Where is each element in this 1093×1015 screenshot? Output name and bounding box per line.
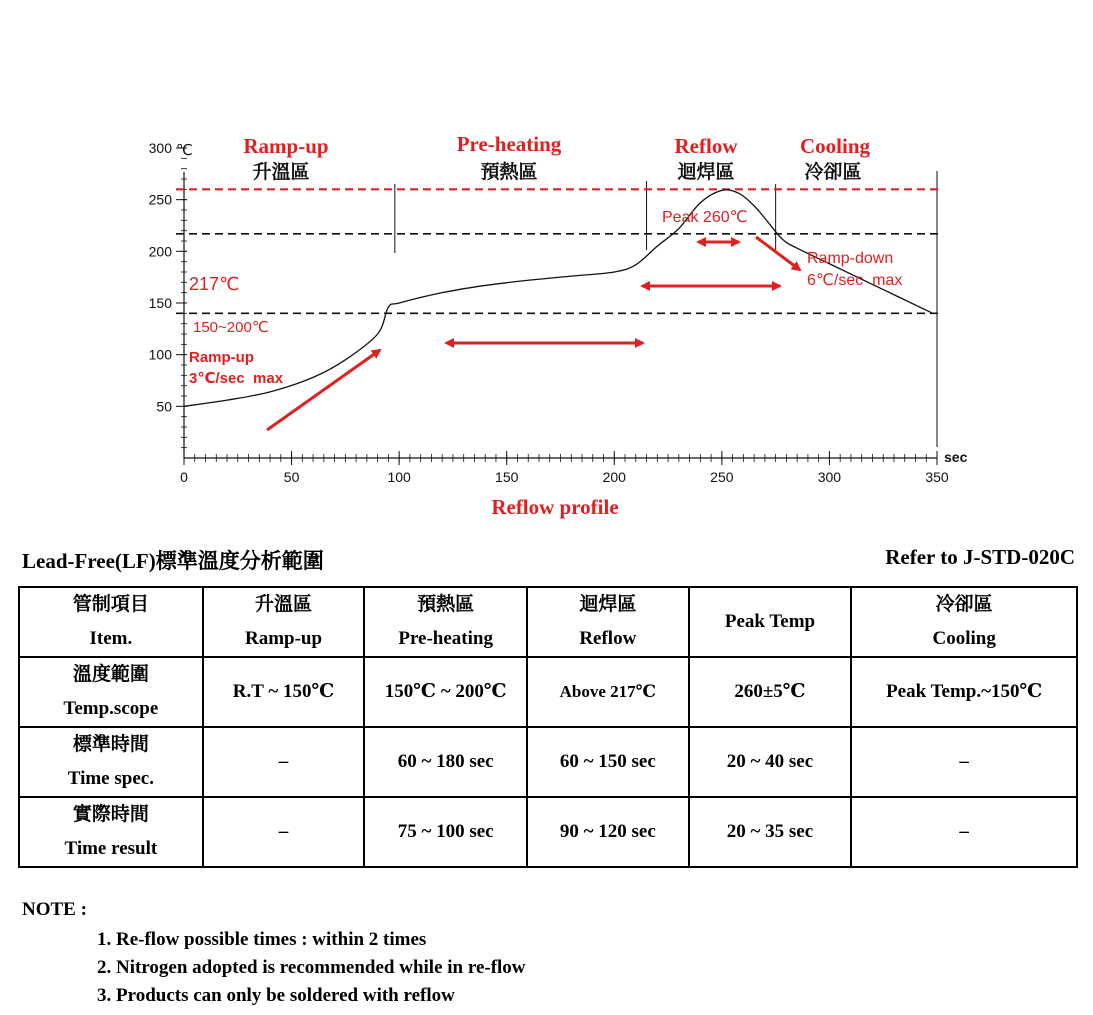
ramp-up-rate-label: 3℃/sec max	[189, 370, 284, 387]
y-tick-label: 200	[148, 243, 172, 260]
header-reflow	[527, 587, 689, 657]
chart-title: Reflow profile	[491, 495, 619, 519]
note-item: 3. Products can only be soldered with reflow	[97, 985, 455, 1006]
x-tick-label: 350	[925, 469, 949, 485]
temperature-curve	[184, 190, 933, 407]
y-tick-label: 150	[148, 295, 172, 311]
table-row	[19, 727, 1077, 797]
table-cell: –	[203, 727, 365, 797]
y-tick-label: 50	[156, 398, 172, 415]
note-item: 2. Nitrogen adopted is recommended while in re-flow	[97, 957, 526, 978]
header-reflow-en: Reflow	[579, 628, 637, 649]
table-cell: –	[203, 797, 365, 867]
table-cell: 150℃ ~ 200℃	[364, 657, 527, 727]
table-cell: –	[851, 797, 1077, 867]
note-item: 1. Re-flow possible times : within 2 times	[97, 929, 427, 950]
x-tick-label: 50	[283, 469, 300, 485]
zone-zh-0: 升溫區	[252, 162, 310, 183]
row-label	[19, 657, 203, 727]
x-tick-label: 0	[180, 469, 188, 485]
notes-title: NOTE :	[22, 899, 87, 920]
header-pre-heating-zh: 預熱區	[417, 594, 475, 615]
x-tick-label: 300	[817, 469, 842, 485]
row-label-zh: 溫度範圍	[72, 664, 149, 685]
ramp-down-label: Ramp-down	[807, 250, 894, 267]
liquidus-label: 217℃	[189, 274, 240, 294]
axes	[184, 172, 937, 458]
header-reflow-zh: 迴焊區	[579, 594, 637, 615]
y-tick-label: 300	[148, 140, 172, 156]
header-ramp-up-en: Ramp-up	[244, 628, 323, 649]
peak-label: Peak 260℃	[662, 209, 748, 226]
row-label-zh: 標準時間	[72, 734, 149, 755]
x-tick-label: 100	[387, 469, 411, 485]
header-ramp-up	[203, 587, 365, 657]
ramp-up-arrow	[267, 350, 380, 430]
axis-ticks	[149, 140, 949, 485]
ramp-down-arrow	[756, 237, 800, 270]
header-cooling-en: Cooling	[932, 628, 996, 649]
header-item-en: Item.	[89, 628, 133, 649]
table-row	[19, 797, 1077, 867]
table-cell: Above 217℃	[527, 657, 689, 727]
y-tick-label: 250	[148, 191, 172, 208]
table-cell: 260±5℃	[689, 657, 852, 727]
x-tick-label: 150	[495, 469, 519, 485]
zone-en-0: Ramp-up	[243, 134, 329, 158]
spec-table	[18, 586, 1078, 868]
preheat-range-label: 150~200℃	[193, 319, 269, 336]
row-label-en: Time result	[64, 838, 158, 859]
y-axis-unit: ℃	[176, 142, 193, 159]
y-tick-label: 100	[148, 346, 172, 363]
table-title: Lead-Free(LF)標準溫度分析範圍	[22, 549, 324, 573]
header-peak-temp-en: Peak Temp	[724, 611, 816, 632]
table-row	[19, 657, 1077, 727]
table-cell: 20 ~ 35 sec	[689, 797, 852, 867]
ramp-up-label: Ramp-up	[189, 349, 254, 366]
x-tick-label: 250	[710, 469, 734, 485]
header-item	[19, 587, 203, 657]
header-pre-heating-en: Pre-heating	[398, 628, 493, 649]
header-cooling-zh: 冷卻區	[935, 594, 993, 615]
table-cell: –	[851, 727, 1077, 797]
header-item-zh: 管制項目	[72, 594, 149, 615]
table-reference: Refer to J-STD-020C	[885, 545, 1075, 569]
table-cell: 60 ~ 150 sec	[527, 727, 689, 797]
table-cell: Peak Temp.~150℃	[851, 657, 1077, 727]
header-cooling	[851, 587, 1077, 657]
table-cell: 60 ~ 180 sec	[364, 727, 527, 797]
row-label	[19, 797, 203, 867]
zone-zh-2: 迴焊區	[677, 162, 735, 183]
row-label	[19, 727, 203, 797]
zone-zh-3: 冷卻區	[804, 162, 862, 183]
x-tick-label: 200	[602, 469, 626, 485]
ramp-down-rate-label: 6℃/sec max	[807, 272, 903, 289]
header-pre-heating	[364, 587, 527, 657]
table-cell: R.T ~ 150℃	[203, 657, 365, 727]
zone-en-2: Reflow	[674, 134, 738, 158]
header-peak-temp	[689, 587, 852, 657]
row-label-zh: 實際時間	[72, 804, 149, 825]
notes	[22, 898, 526, 1010]
zone-en-3: Cooling	[799, 134, 871, 158]
x-axis-unit: sec	[944, 449, 968, 465]
zone-en-1: Pre-heating	[456, 132, 562, 156]
zone-zh-1: 預熱區	[480, 162, 538, 183]
table-cell: 20 ~ 40 sec	[689, 727, 852, 797]
row-label-en: Temp.scope	[63, 698, 159, 719]
table-header-row	[19, 587, 1077, 657]
table-cell: 75 ~ 100 sec	[364, 797, 527, 867]
table-cell: 90 ~ 120 sec	[527, 797, 689, 867]
row-label-en: Time spec.	[67, 768, 154, 789]
header-ramp-up-zh: 升溫區	[255, 594, 313, 615]
